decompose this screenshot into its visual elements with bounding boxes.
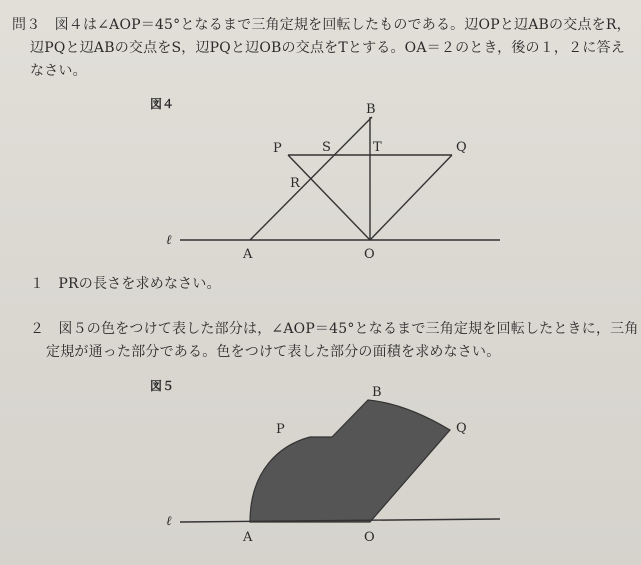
label5-O: O [364, 530, 375, 545]
shaded-region [250, 400, 450, 522]
label-S: S [322, 140, 331, 155]
problem-line-2: 辺PQと辺ABの交点をS，辺PQと辺OBの交点をTとする。OA＝２のとき，後の１，２に答え [30, 40, 625, 56]
question2-line-1: ２ 図５の色をつけて表した部分は，∠AOP＝45°となるまで三角定規を回転したときに，三角 [30, 321, 639, 337]
label5-Q: Q [456, 421, 467, 436]
label5-P: P [276, 422, 285, 437]
label-B: B [366, 102, 376, 117]
label-P: P [273, 141, 282, 156]
label5-B: B [372, 385, 382, 400]
label-l: ℓ [166, 233, 172, 248]
label-O: O [364, 247, 375, 262]
figure5-label: 図５ [150, 379, 175, 393]
segment-PO [288, 155, 370, 240]
problem-line-1: 問３ 図４は∠AOP＝45°となるまで三角定規を回転したものである。辺OPと辺ABの交点をR， [12, 17, 631, 33]
label-Q: Q [456, 140, 467, 155]
label-A: A [243, 247, 253, 262]
label-T: T [373, 140, 382, 155]
label5-l: ℓ [166, 514, 172, 529]
question2-line-2: 定規が通った部分である。色をつけて表した部分の面積を求めなさい。 [46, 344, 501, 360]
question1-text: １ PRの長さを求めなさい。 [30, 276, 221, 292]
problem-line-3: なさい。 [30, 63, 87, 79]
segment-OQ [370, 155, 452, 240]
label5-A: A [243, 530, 253, 545]
figure4-label: 図４ [150, 97, 175, 111]
label-R: R [290, 176, 300, 191]
